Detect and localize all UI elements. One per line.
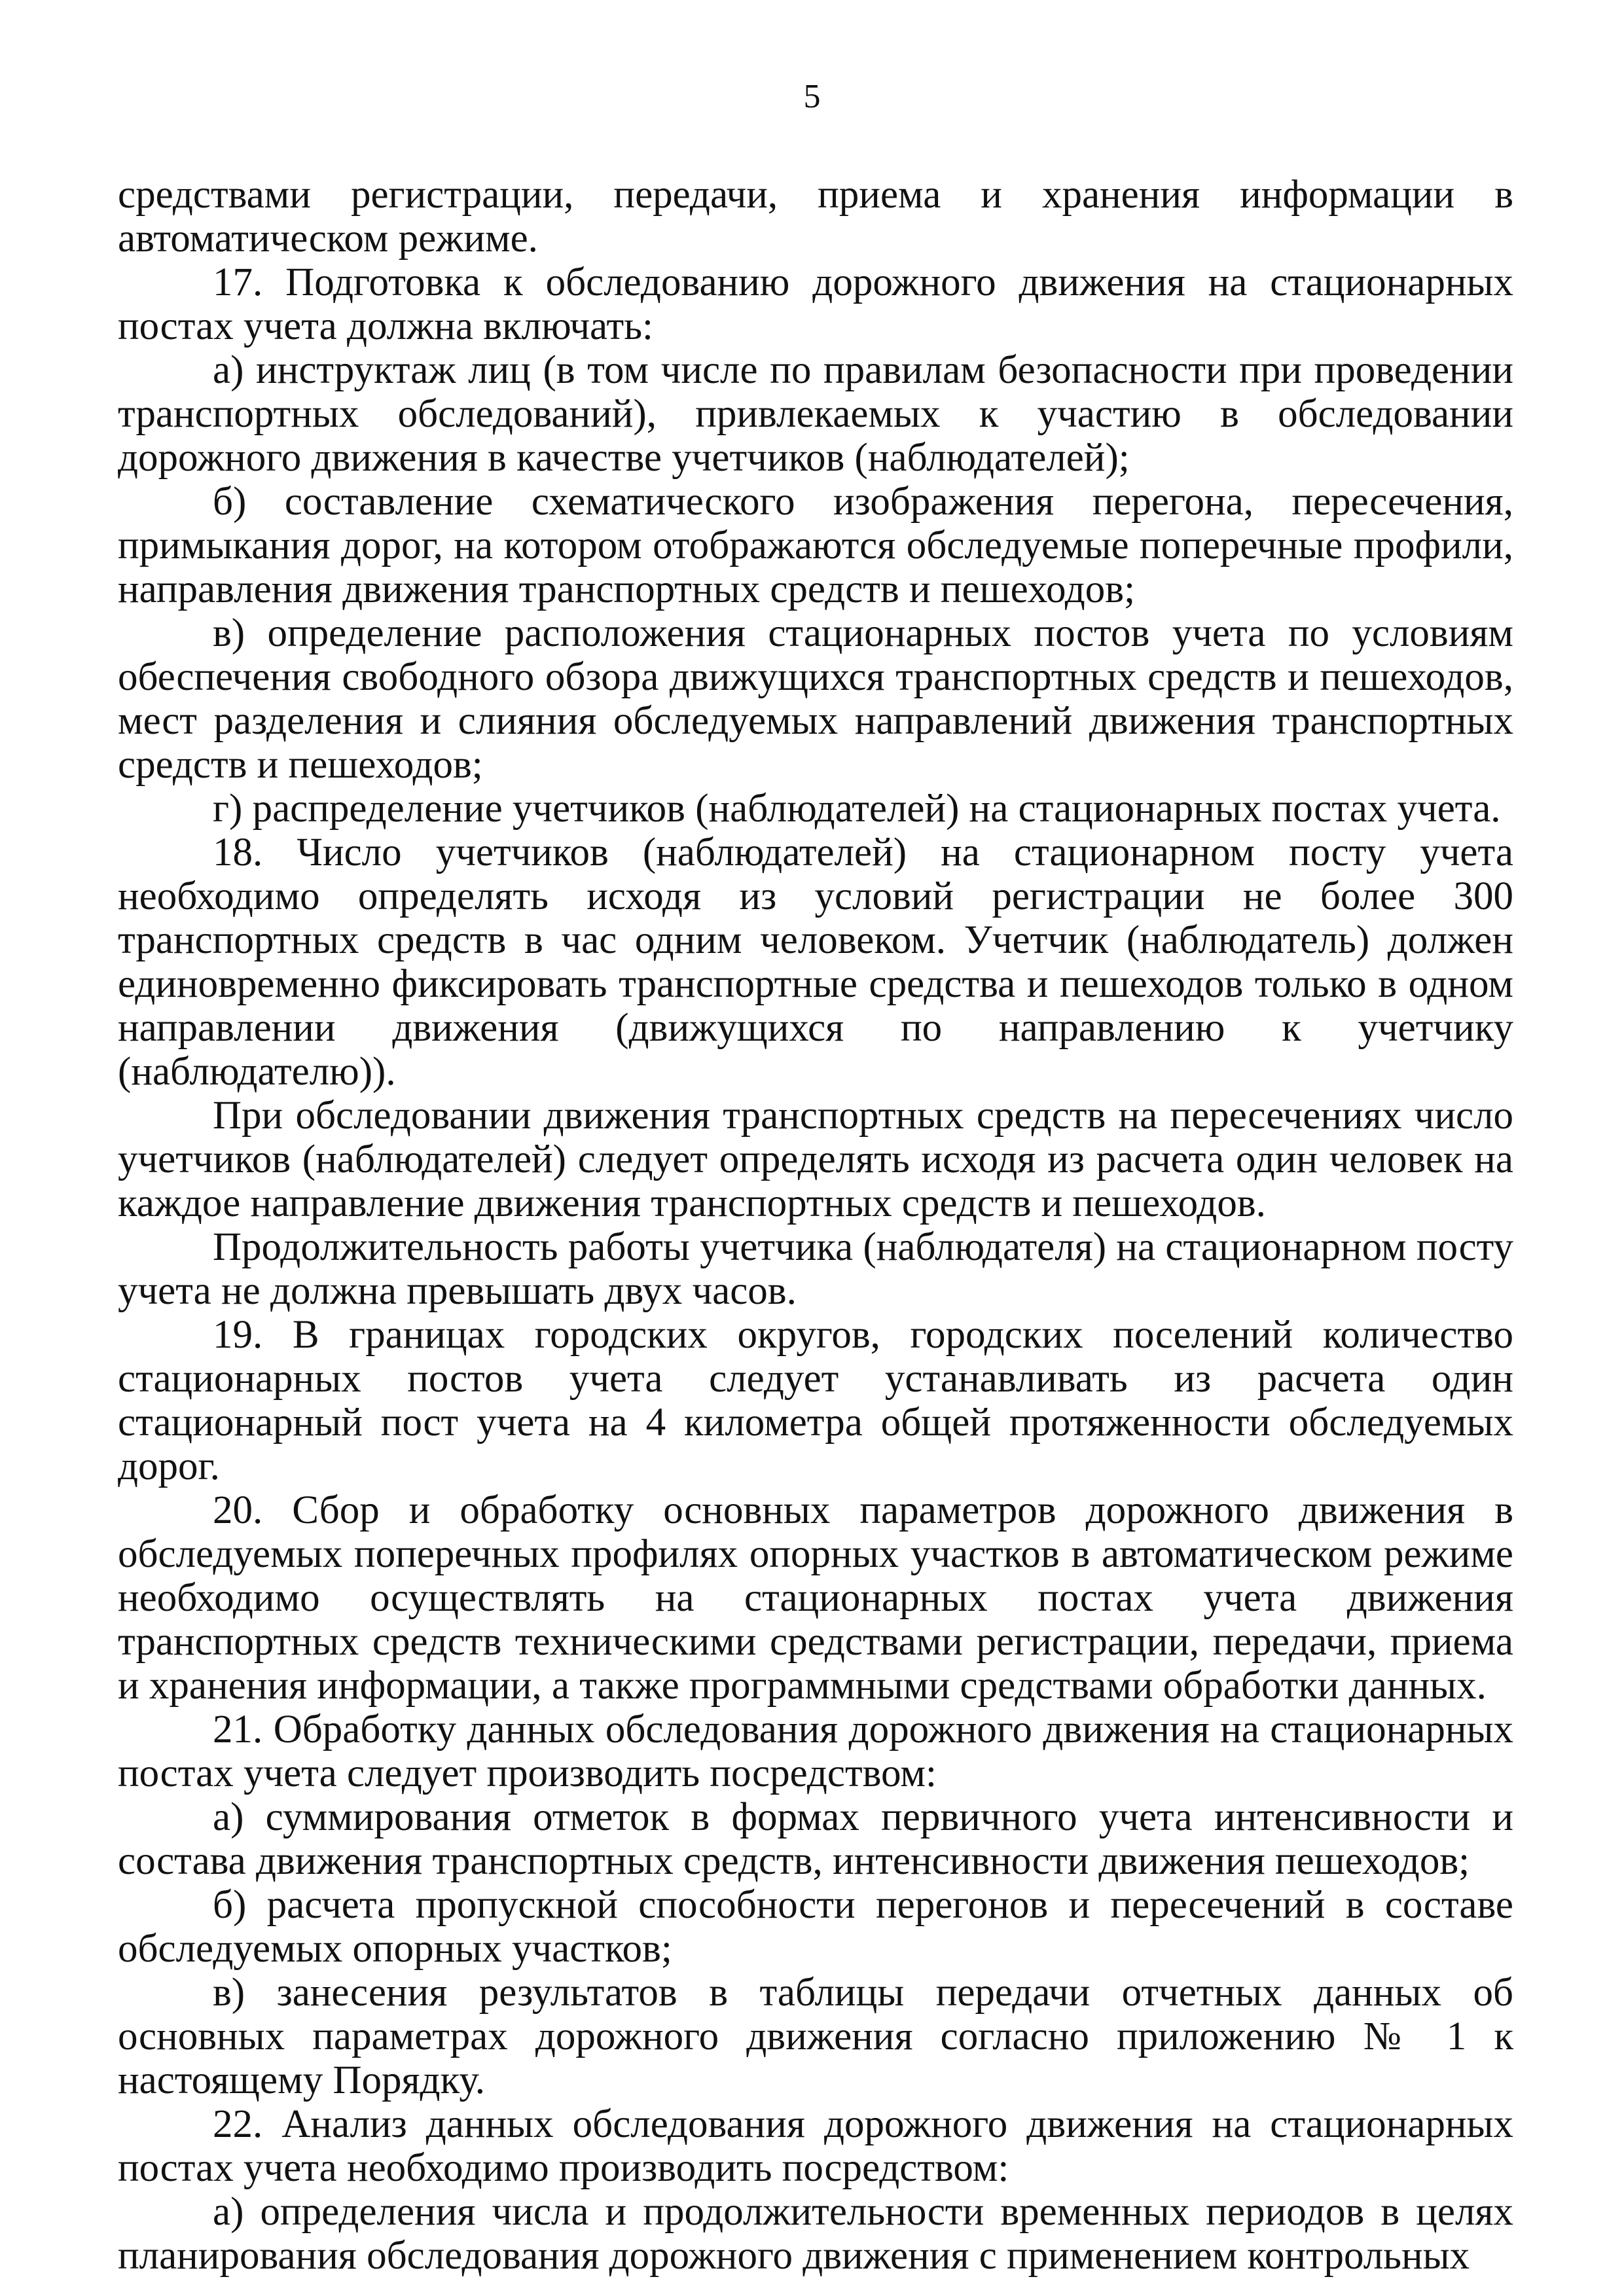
- paragraph-21-b: б) расчета пропускной способности перегонов и пересечений в составе обследуемых опорных участков;: [118, 1883, 1513, 1971]
- paragraph-17: 17. Подготовка к обследованию дорожного движения на стационарных постах учета должна включать:: [118, 260, 1513, 348]
- paragraph-17-v: в) определение расположения стационарных постов учета по условиям обеспечения свободного обзора движущихся транспортных средств и пешеходов, мест разделения и слияния обследуемых направлений движения транспортных средств и пешеходов;: [118, 611, 1513, 787]
- paragraph-21-a: а) суммирования отметок в формах первичного учета интенсивности и состава движения транспортных средств, интенсивности движения пешеходов;: [118, 1795, 1513, 1883]
- paragraph-continuation: средствами регистрации, передачи, приема и хранения информации в автоматическом режиме.: [118, 173, 1513, 260]
- paragraph-22-a: а) определения числа и продолжительности временных периодов в целях планирования обследования дорожного движения с применением контрольных: [118, 2190, 1513, 2278]
- paragraph-17-a: а) инструктаж лиц (в том числе по правилам безопасности при проведении транспортных обследований), привлекаемых к участию в обследовании дорожного движения в качестве учетчиков (наблюдателей);: [118, 348, 1513, 480]
- body-text: [118, 173, 1513, 2278]
- paragraph-18-duration: Продолжительность работы учетчика (наблюдателя) на стационарном посту учета не должна превышать двух часов.: [118, 1225, 1513, 1313]
- paragraph-18-intersections: При обследовании движения транспортных средств на пересечениях число учетчиков (наблюдателей) следует определять исходя из расчета один человек на каждое направление движения транспортных средств и пешеходов.: [118, 1094, 1513, 1225]
- paragraph-20: 20. Сбор и обработку основных параметров дорожного движения в обследуемых поперечных профилях опорных участков в автоматическом режиме необходимо осуществлять на стационарных постах учета движения транспортных средств техническими средствами регистрации, передачи, приема и хранения информации, а также программными средствами обработки данных.: [118, 1488, 1513, 1708]
- paragraph-21: 21. Обработку данных обследования дорожного движения на стационарных постах учета следует производить посредством:: [118, 1708, 1513, 1795]
- paragraph-17-g: г) распределение учетчиков (наблюдателей) на стационарных постах учета.: [213, 787, 1501, 831]
- paragraph-19: 19. В границах городских округов, городских поселений количество стационарных постов учета следует устанавливать из расчета один стационарный пост учета на 4 километра общей протяженности обследуемых дорог.: [118, 1313, 1513, 1488]
- paragraph-22: 22. Анализ данных обследования дорожного движения на стационарных постах учета необходимо производить посредством:: [118, 2102, 1513, 2190]
- paragraph-17-b: б) составление схематического изображения перегона, пересечения, примыкания дорог, на котором отображаются обследуемые поперечные профили, направления движения транспортных средств и пешеходов;: [118, 480, 1513, 611]
- page-number: 5: [803, 78, 821, 115]
- paragraph-18: 18. Число учетчиков (наблюдателей) на стационарном посту учета необходимо определять исходя из условий регистрации не более 300 транспортных средств в час одним человеком. Учетчик (наблюдатель) должен единовременно фиксировать транспортные средства и пешеходов только в одном направлении движения (движущихся по направлению к учетчику (наблюдателю)).: [118, 831, 1513, 1094]
- paragraph-21-v: в) занесения результатов в таблицы передачи отчетных данных об основных параметрах дорожного движения согласно приложению № 1 к настоящему Порядку.: [118, 1971, 1513, 2102]
